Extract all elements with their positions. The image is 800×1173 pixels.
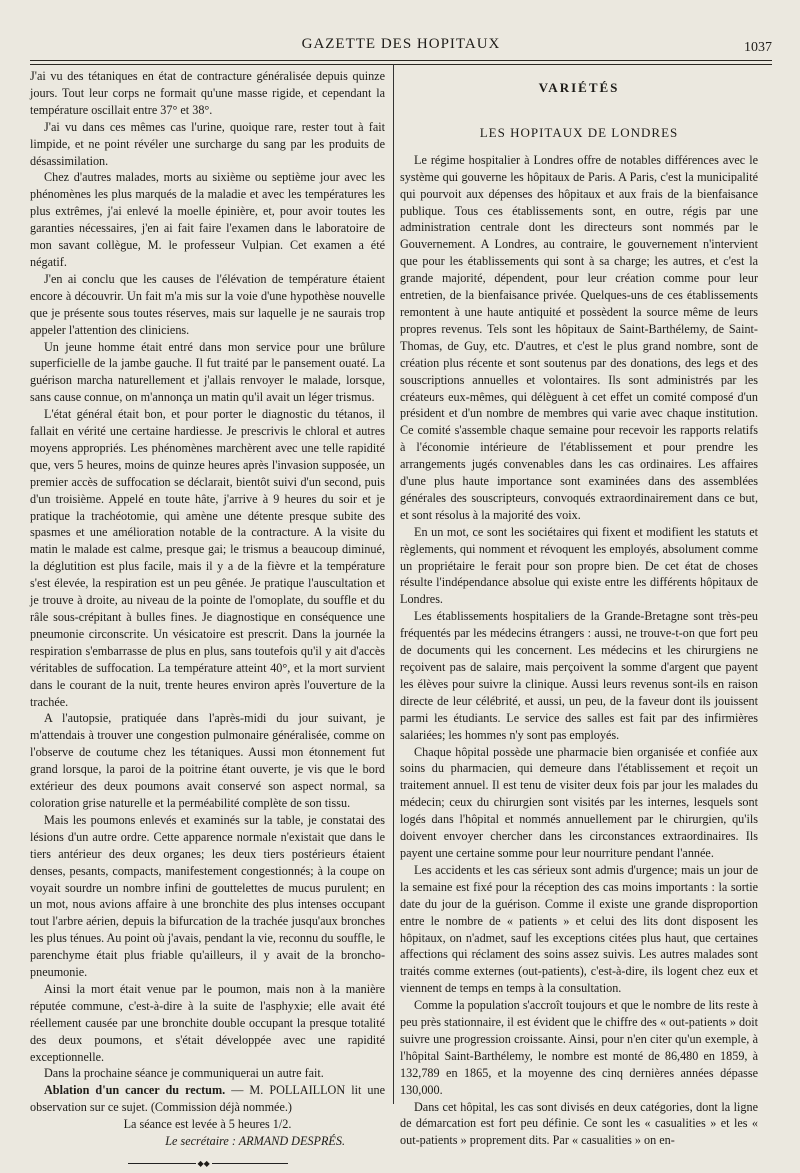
signature xyxy=(30,1133,385,1150)
paragraph: Chez d'autres malades, morts au sixième ou septième jour avec les phénomènes les plus marqués de la maladie et avec les températures les plus extrêmes, j'ai enlevé la moelle épinière, et, pour avoir toutes les garanties nécessaires, j'en ai fait faire l'examen dans le laboratoire de mon savant collègue, M. le professeur Vulpian. Cet examen a été négatif. xyxy=(30,170,385,269)
paragraph: Ainsi la mort était venue par le poumon, mais non à la manière réputée commune, c'est-à-dire à la suite de l'asphyxie; elle avait été réellement causée par une bronchite double occupant la presque totalité des deux poumons, et s'était développée avec une rapidité exceptionnelle. xyxy=(30,981,385,1064)
paragraph: En un mot, ce sont les sociétaires qui fixent et modifient les statuts et règlements, qui nomment et révoquent les employés, absolument comme un propriétaire le ferait pour son propre bien. De cet état de choses résulte l'indépendance absolue qui existe entre les différents hôpitaux de Londres. xyxy=(400,524,758,607)
ablation-paragraph xyxy=(30,1082,385,1116)
paragraph: A l'autopsie, pratiquée dans l'après-midi du jour suivant, je m'attendais à trouver une congestion pulmonaire généralisée, comme on l'observe de coutume chez les tétaniques. Aussi mon étonnement fut grand lorsque, la paroi de la poitrine étant ouverte, je vis que le bord extérieur des deux poumons avait conservé son aspect normal, sa coloration grise naturelle et la perméabilité complète de son tissu. xyxy=(30,711,385,810)
column-divider xyxy=(393,64,394,1104)
header-rule-double xyxy=(30,64,772,65)
signature-text: Le secrétaire : ARMAND DESPRÉS. xyxy=(165,1134,345,1149)
paragraph: J'en ai conclu que les causes de l'élévation de température étaient encore à découvrir. Un fait m'a mis sur la voie d'une hypothèse nouvelle que je présente sous toutes réserves, mais sur laquelle je ne saurais trop appeler l'attention des cliniciens. xyxy=(30,271,385,337)
paragraph: Mais les poumons enlevés et examinés sur la table, je constatai des lésions d'un autre ordre. Cette apparence normale n'existait que dans le tiers antérieur des deux organes; les deux tiers postérieurs étaient denses, pesants, compacts, manifestement congestionnés; à la coupe on voyait sourdre un nombre infini de gouttelettes de mucus purulent; en un mot, nous avions affaire à une bronchite des plus intenses occupant tout l'arbre aérien, depuis la bifurcation de la trachée jusqu'aux bronches les plus ténues. Au point où j'avais, pendant la vie, reconnu du souffle, le parenchyme était plus friable qu'ailleurs, il y avait de la broncho-pneumonie. xyxy=(30,812,385,980)
right-column xyxy=(400,68,758,1148)
paragraph: J'ai vu dans ces mêmes cas l'urine, quoique rare, rester tout à fait limpide, et ne point révéler une surcharge du sang par les produits de désassimilation. xyxy=(30,119,385,168)
article-title: LES HOPITAUX DE LONDRES xyxy=(479,124,679,140)
paragraph: Comme la population s'accroît toujours et que le nombre de lits reste à peu près stationnaire, il est évident que le chiffre des « out-patients » doit suivre une progression croissante. Ainsi, pour n'en citer qu'un exemple, à l'hôpital Saint-Barthélemy, le nombre est monté de 86,480 en 1859, à 132,789 en 1865, et la moyenne des cinq dernières années dépasse 130,000. xyxy=(400,998,758,1097)
paragraph: J'ai vu des tétaniques en état de contracture généralisée depuis quinze jours. Tout leur corps ne formait qu'une masse rigide, et cependant la température oscillait entre 37° et 38°. xyxy=(30,69,385,117)
ablation-heading: Ablation d'un cancer du rectum. xyxy=(44,1083,226,1098)
page-number: 1037 xyxy=(744,40,772,55)
paragraph: Un jeune homme était entré dans mon service pour une brûlure superficielle de la jambe gauche. Il fut traité par le pansement ouaté. La guérison marcha naturellement et j'allais renvoyer le malade, lorsque, sans cause connue, on m'annonça un matin qu'il avait un léger trismus. xyxy=(30,339,385,405)
paragraph: Les établissements hospitaliers de la Grande-Bretagne sont très-peu fréquentés par les médecins étrangers : aussi, ne trouve-t-on que fort peu de documents qui les concernent. Les médecins et les chirurgiens ne reçoivent pas de salaire, mais perçoivent la somme d'argent que payent les élèves pour suivre la clinique. Aussi leurs revenus sont-ils en raison directe de leur célébrité, et aussi, un peu, de la faveur dont ils jouissent parmi les étudiants. Le service des salles est fait par des infirmières salariées; les hommes n'y sont pas employés. xyxy=(400,609,758,742)
ornament-rule xyxy=(30,1152,385,1169)
paragraph: Chaque hôpital possède une pharmacie bien organisée et confiée aux soins du pharmacien, qui demeure dans l'établissement et reçoit un traitement annuel. Il est tenu de visiter deux fois par jour les malades du médecin; ceux du chirurgien sont visités par les internes, lesquels sont logés dans l'hôpital et nommés annuellement par le chirurgien, qu'ils doivent envoyer chercher dans les circonstances extraordinaires. Ils payent une certaine somme pour leur nourriture pendant l'année. xyxy=(400,744,758,860)
journal-title: GAZETTE DES HOPITAUX xyxy=(301,36,501,52)
paragraph: Le régime hospitalier à Londres offre de notables différences avec le système qui gouverne les hôpitaux de Paris. A Paris, c'est la municipalité qui pourvoit aux dépenses des hôpitaux et aux frais de la bienfaisance publique. Tous ces établissements sont, en outre, régis par une administration centrale dont les directeurs sont nommés par le Gouvernement. A Londres, au contraire, le gouvernement n'intervient que pour les établissements qui sont à sa charge; les autres, et c'est la grande majorité, dépendent, pour leur création comme pour leur entretien, de la bienfaisance privée. Quelques-uns de ces établissements remontent à une haute antiquité et possèdent la source même de leurs propres revenus. Tels sont les hôpitaux de Saint-Barthélemy, de Saint-Thomas, de Guy, etc. D'autres, et c'est le plus grand nombre, sont de création plus récente et sont soutenus par des donations, des legs et des souscriptions annuelles et volontaires. Ils sont administrés par les créateurs eux-mêmes, qui délèguent à cet effet un comité composé d'un président et d'un nombre de membres qui varie avec chaque institution. Ce comité s'assemble chaque semaine pour recevoir les rapports relatifs à l'économie intérieure de l'établissement et pour prendre les arrangements jugés convenables dans les cas ordinaires. Les affaires d'une plus haute importance sont examinées dans des assemblées générales des souscripteurs, convoqués extraordinairement dans ce but, et sont résolus à la majorité des voix. xyxy=(400,152,758,522)
paragraph: Les accidents et les cas sérieux sont admis d'urgence; mais un jour de la semaine est fixé pour la réception des cas moins importants : la sortie date du jour de la guérison. Comme il existe une grande disproportion entre le nombre de « patients » et celui des lits dont disposent les hôpitaux, on n'admet, sauf les exceptions citées plus haut, que certaines affections qui réclament des soins assez suivis. Les autres malades sont traités comme externes (out-patients), c'est-à-dire, ils logent chez eux et viennent de temps en temps à la consultation. xyxy=(400,862,758,996)
closing-line: La séance est levée à 5 heures 1/2. xyxy=(123,1117,292,1132)
paragraph: L'état général était bon, et pour porter le diagnostic du tétanos, il fallait en vérité une certaine hardiesse. Je prescrivis le chloral et autres moyens appropriés. Les phénomènes marchèrent avec une telle rapidité que, vers 5 heures, moins de quinze heures après l'invasion supposée, un premier accès de suffocation se déclarait, bientôt suivi d'un second, puis d'un troisième. Appelé en toute hâte, j'arrive à 9 heures du soir et je pratique la trachéotomie, qui amène une détente presque subite des spasmes et une amélioration notable de la contracture. A la visite du matin le malade est calme, presque gai; le trismus a beaucoup diminué, la déglutition est plus facile, mais il y a de la fièvre et la température s'est élevée, la respiration est un peu gênée. Je pratique l'auscultation et je trouve à droite, au niveau de la pointe de l'omoplate, du souffle et du râle sous-crépitant à bulles fines. Je diagnostique en conséquence une pneumonie circonscrite. Un vésicatoire est prescrit. Dans la journée la respiration s'embarrasse de plus en plus, sans toutefois qu'il y ait d'accès véritables de suffocation. La température atteint 40°, et la mort survient dans le courant de la nuit, trente heures environ après l'ouverture de la trachée. xyxy=(30,407,385,709)
ablation-text: — M. POLLAILLON lit une observation sur ce sujet. (Commission déjà nommée.) xyxy=(30,1083,385,1115)
left-column xyxy=(30,68,385,1149)
paragraph: Dans cet hôpital, les cas sont divisés en deux catégories, dont la ligne de démarcation est fort peu définie. Ce sont les « casualities » et les « out-patients » proprement dits. Par « casualities » on en- xyxy=(400,1099,758,1148)
paragraph: Dans la prochaine séance je communiquerai un autre fait. xyxy=(44,1066,324,1081)
header-rule xyxy=(30,60,772,61)
section-title: VARIÉTÉS xyxy=(538,80,620,95)
